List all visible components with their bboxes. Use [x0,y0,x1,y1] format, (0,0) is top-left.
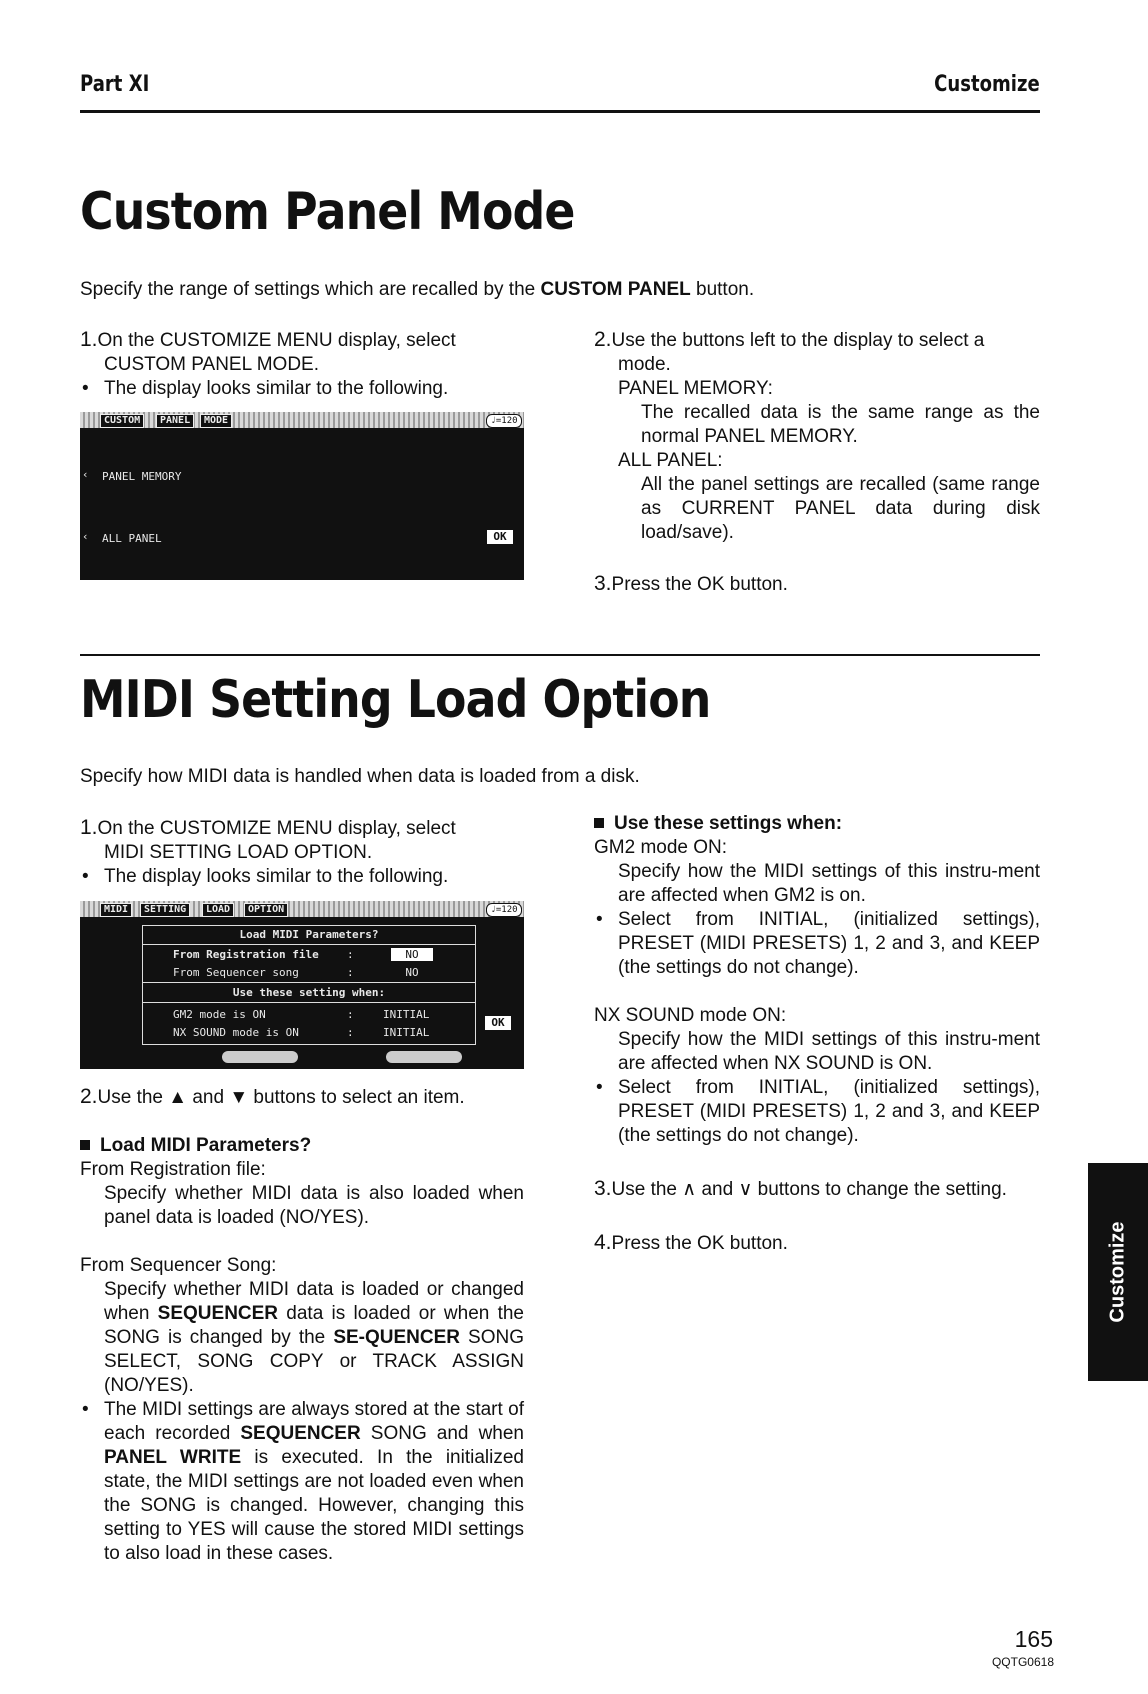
square-bullet-icon [80,1140,90,1150]
display-title-bar [80,412,524,428]
display-tab: SETTING [140,903,190,917]
display-parameter-box [142,925,476,1045]
display-heading: Use these setting when: [232,986,386,999]
display-row-sep: : [347,948,354,961]
midi-option-display [80,901,524,1069]
side-tab-label: Customize [1106,1221,1129,1323]
display-divider [143,944,475,945]
display-row-sep: : [347,1008,354,1021]
display-ok-indicator: OK [484,1015,512,1031]
section-label: Customize [934,72,1040,97]
custom-panel-step2: 2.Use the buttons left to the display to select a mode. PANEL MEMORY: The recalled data is the same range as the normal PANEL MEMORY. ALL PANEL: All the panel settings are recalled (same range as CURRENT PANEL data during disk load/save). [594,328,1040,543]
custom-panel-title: Custom Panel Mode [80,182,575,242]
display-left-marker: ‹ [82,468,89,481]
side-tab-customize [1088,1163,1148,1381]
header-rule [80,110,1040,113]
display-left-marker: ‹ [82,530,89,543]
display-row-value: NO [405,966,419,979]
midi-option-step3: 3.Use the ∧ and ∨ buttons to change the setting. [594,1177,1007,1200]
display-divider [143,982,475,983]
midi-option-title: MIDI Setting Load Option [80,670,711,730]
display-scroll-indicator [222,1051,298,1063]
display-row-label: GM2 mode is ON [173,1008,266,1021]
display-row-sep: : [347,1026,354,1039]
load-midi-parameters-section: Load MIDI Parameters? From Registration file: Specify whether MIDI data is also loaded when panel data is loaded (NO/YES). From Sequencer Song: Specify whether MIDI data is loaded or changed when SEQUENCER data is loaded or when the SONG is changed by the SE-QUENCER SONG SELECT, SONG COPY or TRACK ASSIGN (NO/YES). • The MIDI settings are always stored at the start of each recorded SEQUENCER SONG and when PANEL WRITE is executed. In the initialized state, the MIDI settings are not loaded even when the SONG is changed. However, changing this setting to YES will cause the stored MIDI settings to also load in these cases. [80,1134,524,1566]
display-row-label: NX SOUND mode is ON [173,1026,299,1039]
square-bullet-icon [594,818,604,828]
display-row-value: INITIAL [383,1026,430,1039]
display-ok-indicator: OK [486,529,514,545]
display-divider [143,1002,475,1003]
display-tab: MODE [200,414,232,428]
display-tab: OPTION [244,903,288,917]
section-rule [80,654,1040,656]
tempo-indicator: ♩=120 [486,903,522,917]
page-number: 165 [1014,1626,1053,1652]
document-code: QQTG0618 [991,1655,1054,1669]
midi-option-step1: 1.On the CUSTOMIZE MENU display, select MIDI SETTING LOAD OPTION. • The display looks similar to the following. [80,816,524,889]
display-option-all-panel: ALL PANEL [102,532,162,545]
display-tab: LOAD [202,903,234,917]
display-row-label: From Sequencer song [173,966,299,979]
display-heading: Load MIDI Parameters? [239,928,379,941]
part-label: Part XI [80,72,150,97]
custom-panel-step3: 3.Press the OK button. [594,572,788,595]
midi-option-intro: Specify how MIDI data is handled when data is loaded from a disk. [80,766,640,787]
custom-panel-display [80,412,524,580]
display-row-value-selected: NO [391,948,433,961]
midi-option-step4: 4.Press the OK button. [594,1231,788,1254]
custom-panel-step1: 1.On the CUSTOMIZE MENU display, select CUSTOM PANEL MODE. • The display looks similar to the following. [80,328,524,401]
midi-option-step2: 2.Use the ▲ and ▼ buttons to select an item. [80,1085,465,1108]
display-row-sep: : [347,966,354,979]
display-row-label: From Registration file [173,948,319,961]
tempo-indicator: ♩=120 [486,414,522,428]
display-tab: MIDI [100,903,132,917]
use-settings-section: Use these settings when: GM2 mode ON: Specify how the MIDI settings of this instru-ment are affected when GM2 is on. • Select from INITIAL, (initialized settings), PRESET (MIDI PRESETS) 1, 2 and 3, and KEEP (the settings do not change). NX SOUND mode ON: Specify how the MIDI settings of this instru-ment are affected when NX SOUND is ON. • Select from INITIAL, (initialized settings), PRESET (MIDI PRESETS) 1, 2 and 3, and KEEP (the settings do not change). [594,812,1040,1148]
display-tab: PANEL [156,414,194,428]
display-option-panel-memory: PANEL MEMORY [102,470,182,483]
display-scroll-indicator [386,1051,462,1063]
display-row-value: INITIAL [383,1008,430,1021]
custom-panel-intro: Specify the range of settings which are recalled by the CUSTOM PANEL button. [80,279,755,300]
display-tab: CUSTOM [100,414,144,428]
